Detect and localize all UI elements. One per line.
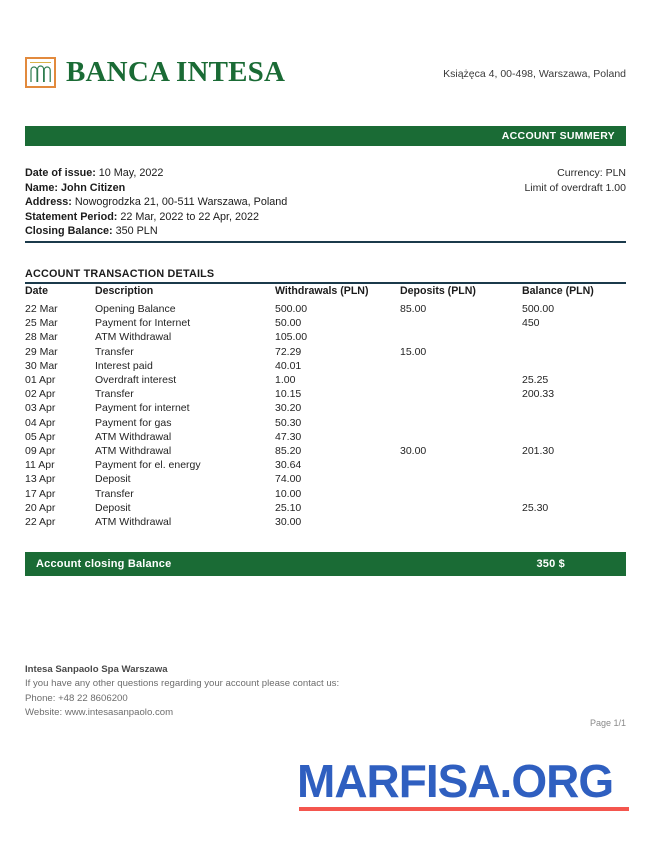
column-header-description: Description xyxy=(95,285,154,297)
address-value: Nowogrodzka 21, 00-511 Warszawa, Poland xyxy=(74,196,288,209)
account-summary-block xyxy=(25,166,626,238)
cell-description: Transfer xyxy=(95,388,134,401)
watermark-underline xyxy=(299,807,629,811)
cell-withdrawal: 1.00 xyxy=(275,374,296,387)
cell-deposit xyxy=(400,430,522,444)
cell-withdrawal: 105.00 xyxy=(275,331,308,344)
date-of-issue-label: Date of issue: xyxy=(25,167,96,179)
table-row xyxy=(25,302,626,316)
cell-deposit xyxy=(400,330,522,344)
brand-lockup xyxy=(25,57,285,88)
summary-divider xyxy=(25,241,626,243)
table-row xyxy=(25,501,626,515)
cell-deposit xyxy=(400,387,522,401)
cell-deposit xyxy=(400,359,522,373)
cell-description: Deposit xyxy=(95,473,131,486)
transaction-section-title: ACCOUNT TRANSACTION DETAILS xyxy=(25,268,215,280)
table-header-divider xyxy=(25,282,626,284)
account-closing-balance-banner xyxy=(25,552,626,576)
cell-date: 11 Apr xyxy=(25,459,55,472)
cell-deposit xyxy=(400,401,522,415)
closing-balance-value: 350 PLN xyxy=(115,225,158,238)
cell-deposit: 30.00 xyxy=(400,445,427,458)
closing-banner-value: 350 $ xyxy=(536,558,565,570)
account-address-row xyxy=(25,195,287,210)
cell-withdrawal: 85.20 xyxy=(275,445,302,458)
cell-deposit xyxy=(400,501,522,515)
cell-balance xyxy=(522,401,626,415)
cell-date: 22 Apr xyxy=(25,516,56,529)
cell-balance xyxy=(522,359,626,373)
cell-deposit: 85.00 xyxy=(400,303,427,315)
footer-phone: Phone: +48 22 8606200 xyxy=(25,692,128,704)
page-number: Page 1/1 xyxy=(589,718,626,728)
cell-balance xyxy=(522,430,626,444)
cell-balance xyxy=(522,472,626,486)
cell-balance xyxy=(522,330,626,344)
table-header-row xyxy=(25,285,626,302)
cell-withdrawal: 500.00 xyxy=(275,303,308,315)
closing-balance-row xyxy=(25,224,287,239)
cell-withdrawal: 72.29 xyxy=(275,345,302,358)
column-header-date: Date xyxy=(25,285,48,297)
cell-balance xyxy=(522,345,626,359)
table-row xyxy=(25,472,626,486)
table-row xyxy=(25,373,626,387)
cell-withdrawal: 50.00 xyxy=(275,317,302,330)
cell-withdrawal: 50.30 xyxy=(275,416,302,429)
cell-balance xyxy=(522,515,626,529)
cell-date: 28 Mar xyxy=(25,331,58,344)
column-header-balance: Balance (PLN) xyxy=(522,285,594,297)
cell-date: 30 Mar xyxy=(25,359,58,372)
account-summary-banner: ACCOUNT SUMMERY xyxy=(25,126,626,146)
footer-contact-line: If you have any other questions regarding your account please contact us: xyxy=(25,678,340,690)
watermark-text: MARFISA.ORG xyxy=(297,755,614,807)
cell-date: 25 Mar xyxy=(25,317,58,330)
statement-period-label: Statement Period: xyxy=(25,210,118,223)
cell-withdrawal: 25.10 xyxy=(275,501,302,514)
cell-withdrawal: 40.01 xyxy=(275,359,302,372)
cell-deposit xyxy=(400,373,522,387)
table-row xyxy=(25,401,626,415)
cell-description: ATM Withdrawal xyxy=(95,516,172,529)
cell-deposit xyxy=(400,472,522,486)
cell-balance: 450 xyxy=(522,317,540,330)
cell-balance: 25.25 xyxy=(522,374,549,387)
cell-deposit xyxy=(400,487,522,501)
footer-block xyxy=(25,663,339,721)
cell-withdrawal: 74.00 xyxy=(275,473,302,486)
closing-balance-label: Closing Balance: xyxy=(25,225,113,238)
cell-description: ATM Withdrawal xyxy=(95,445,172,458)
cell-balance xyxy=(522,458,626,472)
cell-description: ATM Withdrawal xyxy=(95,430,172,443)
column-header-withdrawals: Withdrawals (PLN) xyxy=(275,285,369,297)
cell-description: Overdraft interest xyxy=(95,374,177,387)
column-header-deposits: Deposits (PLN) xyxy=(400,285,476,297)
cell-date: 05 Apr xyxy=(25,430,56,443)
cell-date: 09 Apr xyxy=(25,445,56,458)
cell-deposit xyxy=(400,458,522,472)
date-of-issue-value: 10 May, 2022 xyxy=(98,167,164,179)
cell-description: Opening Balance xyxy=(95,303,176,315)
cell-withdrawal: 30.00 xyxy=(275,516,302,529)
cell-balance xyxy=(522,487,626,501)
overdraft-limit-line: Limit of overdraft 1.00 xyxy=(524,181,626,194)
account-name-row: Name: John Citizen xyxy=(25,181,126,194)
cell-date: 22 Mar xyxy=(25,303,58,315)
cell-description: Interest paid xyxy=(95,359,153,372)
cell-withdrawal: 10.00 xyxy=(275,487,302,500)
cell-description: Transfer xyxy=(95,487,134,500)
cell-description: Payment for Internet xyxy=(95,317,191,330)
footer-website: Website: www.intesasanpaolo.com xyxy=(25,707,174,719)
table-row xyxy=(25,458,626,472)
watermark xyxy=(297,756,637,816)
table-row xyxy=(25,487,626,501)
cell-date: 20 Apr xyxy=(25,501,56,514)
banca-intesa-arches-logo-icon xyxy=(25,57,56,88)
table-row xyxy=(25,359,626,373)
cell-description: Transfer xyxy=(95,345,134,358)
cell-balance: 200.33 xyxy=(522,388,555,401)
letterhead xyxy=(25,57,626,99)
cell-balance xyxy=(522,416,626,430)
cell-balance: 201.30 xyxy=(522,445,555,458)
footer-company: Intesa Sanpaolo Spa Warszawa xyxy=(25,664,168,675)
table-row xyxy=(25,316,626,330)
table-row xyxy=(25,345,626,359)
statement-period-row xyxy=(25,210,287,225)
date-of-issue-row xyxy=(25,166,287,181)
closing-banner-label: Account closing Balance xyxy=(36,558,172,570)
transactions-table xyxy=(25,285,626,529)
cell-date: 17 Apr xyxy=(25,487,56,500)
cell-description: Deposit xyxy=(95,501,131,514)
cell-withdrawal: 30.20 xyxy=(275,402,302,415)
cell-deposit xyxy=(400,316,522,330)
summary-left-column xyxy=(25,166,287,239)
cell-description: Payment for internet xyxy=(95,402,190,415)
cell-date: 13 Apr xyxy=(25,473,56,486)
cell-date: 29 Mar xyxy=(25,345,58,358)
table-row xyxy=(25,416,626,430)
table-row xyxy=(25,444,626,458)
statement-period-value: 22 Mar, 2022 to 22 Apr, 2022 xyxy=(120,210,260,223)
cell-deposit xyxy=(400,515,522,529)
cell-deposit xyxy=(400,416,522,430)
cell-description: ATM Withdrawal xyxy=(95,331,172,344)
cell-date: 02 Apr xyxy=(25,388,56,401)
cell-withdrawal: 30.64 xyxy=(275,459,302,472)
table-row xyxy=(25,387,626,401)
cell-deposit: 15.00 xyxy=(400,345,427,358)
cell-date: 03 Apr xyxy=(25,402,56,415)
transactions-body xyxy=(25,302,626,529)
address-label: Address: xyxy=(25,196,72,209)
currency-line: Currency: PLN xyxy=(557,167,626,179)
table-row xyxy=(25,515,626,529)
bank-address: Książęca 4, 00-498, Warszawa, Poland xyxy=(443,68,626,80)
cell-withdrawal: 47.30 xyxy=(275,430,302,443)
cell-balance: 25.30 xyxy=(522,501,549,514)
cell-withdrawal: 10.15 xyxy=(275,388,302,401)
cell-description: Payment for gas xyxy=(95,416,172,429)
summary-right-column xyxy=(524,166,626,195)
cell-balance: 500.00 xyxy=(522,303,555,315)
brand-name: BANCA INTESA xyxy=(66,56,286,88)
cell-date: 01 Apr xyxy=(25,374,56,387)
table-row xyxy=(25,430,626,444)
table-row xyxy=(25,330,626,344)
cell-description: Payment for el. energy xyxy=(95,459,201,472)
cell-date: 04 Apr xyxy=(25,416,56,429)
